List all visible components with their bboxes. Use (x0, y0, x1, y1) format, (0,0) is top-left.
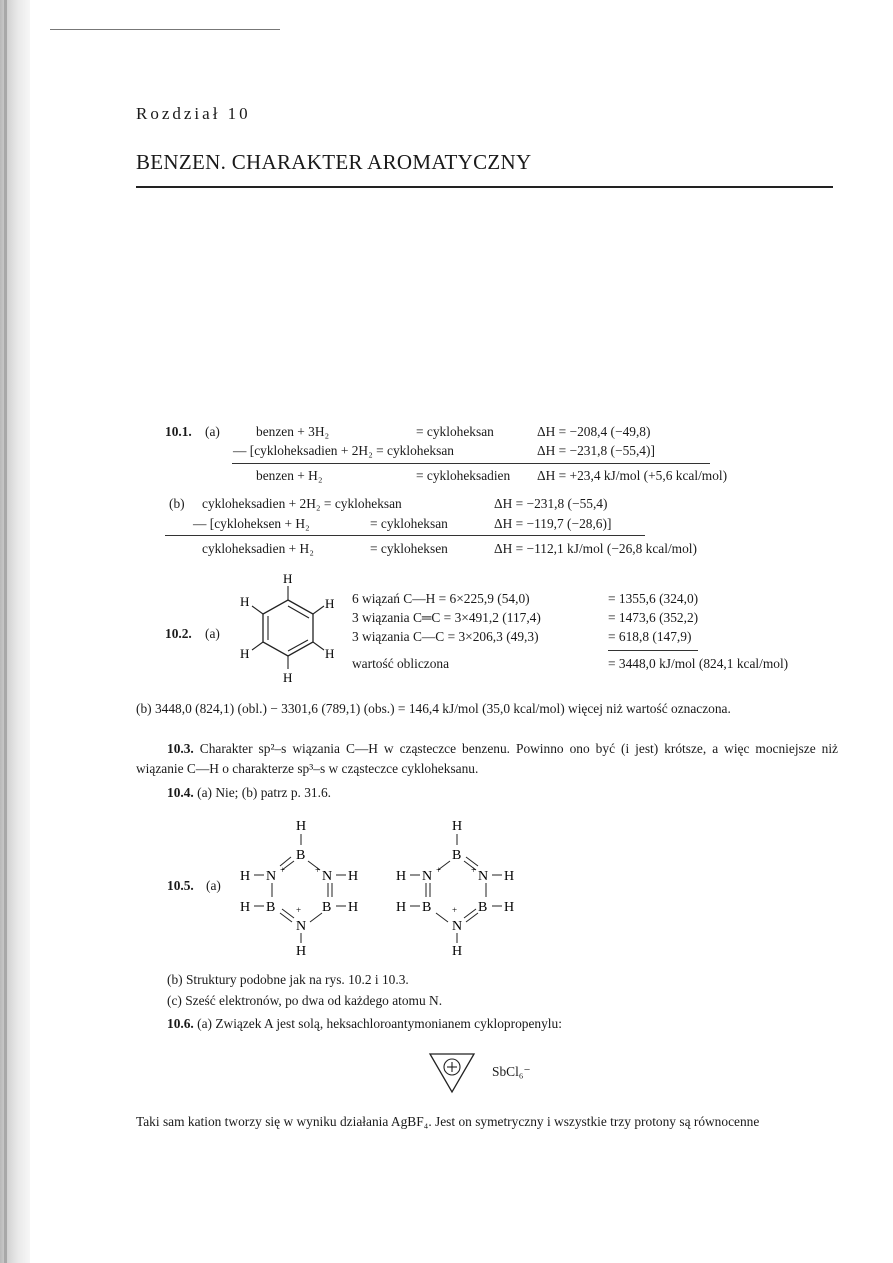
paragraph-10-5-b: (b) Struktury podobne jak na rys. 10.2 i 10.3. (167, 972, 409, 987)
paragraph-10-6 (167, 1016, 562, 1032)
equation-right: = cykloheksen (370, 541, 448, 556)
svg-text:+: + (315, 865, 321, 875)
equation-left: cykloheksadien + 2H₂ = cykloheksan (202, 496, 402, 511)
svg-text:+: + (452, 905, 458, 915)
double-bond (288, 640, 308, 651)
atom-h: H (296, 819, 307, 834)
double-bond (288, 606, 309, 618)
enthalpy-value: ΔH = −119,7 (−28,6)] (494, 516, 612, 531)
atom-h: H (240, 646, 250, 661)
atom-h: H (396, 869, 407, 884)
atom-h: H (283, 670, 293, 685)
atom-n: N (452, 919, 463, 934)
atom-h: H (396, 900, 407, 915)
sum-line (165, 535, 645, 536)
bond-energy-value: = 1355,6 (324,0) (608, 591, 699, 606)
atom-b: B (266, 900, 276, 915)
sum-line (232, 463, 710, 464)
title-rule (136, 186, 833, 188)
equation-right: = cykloheksan (370, 516, 448, 531)
bond-energy-value: = 1473,6 (352,2) (608, 610, 699, 625)
paragraph-10-6-tail: Taki sam kation tworzy się w wyniku działania AgBF₄. Jest on symetryczny i wszystkie trzy protony są równocenne (136, 1114, 760, 1129)
atom-h: H (325, 596, 335, 611)
atom-n: N (322, 869, 333, 884)
atom-h: H (504, 869, 515, 884)
atom-h: H (283, 571, 293, 586)
atom-h: H (240, 869, 251, 884)
paragraph-10-3 (136, 739, 838, 779)
atom-h: H (325, 646, 335, 661)
paragraph-10-5-c: (c) Sześć elektronów, po dwa od każdego atomu N. (167, 993, 443, 1008)
equation-left: — [cykloheksadien + 2H₂ = cykloheksan (233, 443, 454, 458)
answer-number-10-2: 10.2. (165, 626, 192, 641)
part-label-a: (a) (205, 626, 220, 641)
svg-text:+: + (296, 905, 302, 915)
atom-h: H (240, 900, 251, 915)
equation-left: benzen + 3H₂ (256, 424, 330, 439)
borazine-structure-2 (392, 815, 527, 955)
atom-h: H (504, 900, 515, 915)
bond-energy-desc: wartość obliczona (352, 656, 450, 671)
part-label-a: (a) (206, 878, 221, 893)
enthalpy-value: ΔH = +23,4 kJ/mol (+5,6 kcal/mol) (537, 468, 728, 483)
atom-b: B (296, 848, 306, 863)
sum-line (608, 650, 698, 651)
answer-number-10-4: 10.4. (167, 785, 194, 800)
answer-text: (a) Związek A jest solą, heksachloroantymonianem cyklopropenylu: (197, 1016, 562, 1031)
borazine-structure-1 (236, 815, 371, 955)
atom-n: N (266, 869, 277, 884)
bond-energy-desc: 3 wiązania C═C = 3×491,2 (117,4) (352, 610, 541, 625)
equation-right: = cykloheksadien (416, 468, 511, 483)
atom-h: H (296, 944, 307, 955)
svg-text:+: + (471, 865, 477, 875)
enthalpy-value: ΔH = −112,1 kJ/mol (−26,8 kcal/mol) (494, 541, 697, 556)
bond-line (313, 606, 324, 614)
atom-b: B (452, 848, 462, 863)
atom-n: N (478, 869, 489, 884)
enthalpy-value: ΔH = −231,8 (−55,4) (494, 496, 608, 511)
atom-h: H (348, 869, 359, 884)
atom-n: N (422, 869, 433, 884)
equation-left: cykloheksadien + H₂ (202, 541, 314, 556)
bond-line (313, 642, 324, 650)
answer-number-10-6: 10.6. (167, 1016, 194, 1031)
bond-energy-value: = 618,8 (147,9) (608, 629, 692, 644)
part-label-b: (b) (169, 496, 185, 511)
atom-b: B (478, 900, 488, 915)
enthalpy-value: ΔH = −208,4 (−49,8) (537, 424, 651, 439)
atom-h: H (452, 819, 463, 834)
atom-b: B (422, 900, 432, 915)
enthalpy-value: ΔH = −231,8 (−55,4)] (537, 443, 655, 458)
answer-number-10-5: 10.5. (167, 878, 194, 893)
paragraph-10-2-b: (b) 3448,0 (824,1) (obl.) − 3301,6 (789,1) (obs.) = 146,4 kJ/mol (35,0 kcal/mol) więcej niż wartość oznaczona. (136, 701, 731, 716)
bond-line (252, 606, 263, 614)
bond-energy-value: = 3448,0 kJ/mol (824,1 kcal/mol) (608, 656, 789, 671)
atom-h: H (348, 900, 359, 915)
svg-text:+: + (436, 865, 442, 875)
paragraph-10-4 (167, 785, 331, 801)
chapter-label: Rozdział 10 (136, 104, 251, 123)
answer-number-10-3: 10.3. (167, 741, 194, 756)
answer-number-10-1: 10.1. (165, 424, 192, 439)
benzene-ring (263, 600, 313, 656)
atom-b: B (322, 900, 332, 915)
part-label-a: (a) (205, 424, 220, 439)
benzene-structure (228, 566, 348, 686)
chapter-title: BENZEN. CHARAKTER AROMATYCZNY (136, 150, 532, 174)
equation-left: benzen + H₂ (256, 468, 323, 483)
answer-text: (a) Nie; (b) patrz p. 31.6. (197, 785, 331, 800)
atom-h: H (240, 594, 250, 609)
equation-left: — [cykloheksen + H₂ (193, 516, 310, 531)
bond-line (252, 642, 263, 650)
answer-text: Charakter sp²–s wiązania C—H w cząsteczce benzenu. Powinno ono być (i jest) krótsze, a więc mocniejsze niż wiązanie C—H o charakterze sp³–s w cząsteczce cykloheksanu. (136, 741, 838, 776)
bond-energy-desc: 3 wiązania C—C = 3×206,3 (49,3) (352, 629, 539, 644)
atom-h: H (452, 944, 463, 955)
equation-right: = cykloheksan (416, 424, 494, 439)
triangle-ring (430, 1054, 474, 1092)
counter-anion: SbCl₆⁻ (492, 1064, 531, 1079)
bond-energy-desc: 6 wiązań C—H = 6×225,9 (54,0) (352, 591, 530, 606)
cyclopropenyl-cation (422, 1048, 482, 1096)
svg-text:+: + (280, 865, 286, 875)
atom-n: N (296, 919, 307, 934)
